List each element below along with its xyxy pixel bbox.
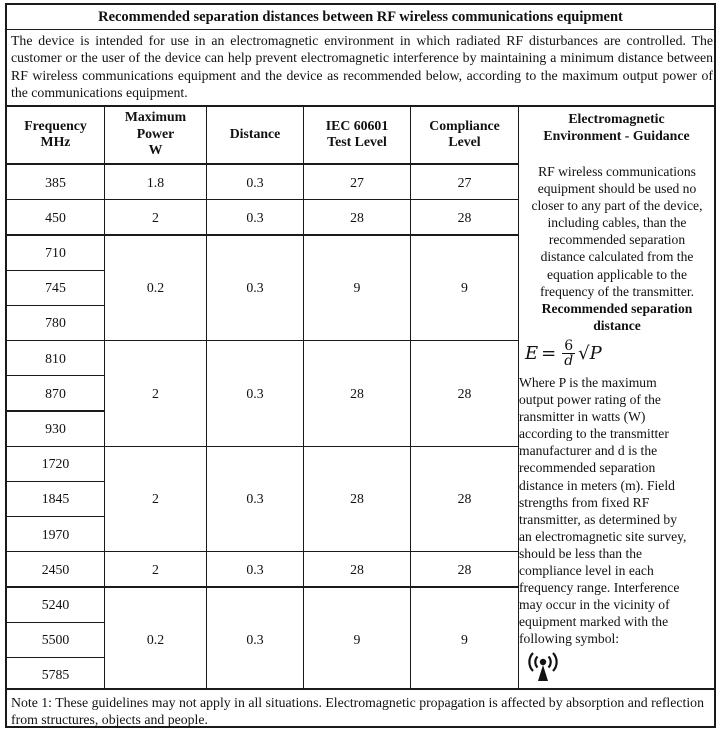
cell-distance: 0.3 [246, 174, 264, 190]
header-power [105, 105, 206, 163]
cell-frequency: 5240 [41, 596, 70, 612]
guidance-line: ransmitter in watts (W) [519, 409, 646, 425]
guidance-line: may occur in the vicinity of [519, 597, 670, 613]
cell-frequency: 450 [45, 209, 66, 225]
guidance-line: Where P is the maximum [519, 374, 657, 390]
cell-power: 0.2 [146, 632, 165, 648]
cell-frequency: 385 [45, 174, 66, 190]
guidance-line: RF wireless communications [538, 164, 696, 179]
guidance-line: closer to any part of the device, [531, 198, 703, 214]
separation-formula [519, 334, 715, 374]
guidance-line: compliance level in each [519, 562, 654, 578]
cell-power: 2 [152, 561, 159, 577]
guidance-bold-line: Recommended separation [541, 300, 693, 316]
header-power-line1: Maximum [124, 109, 187, 125]
guidance-line: should be less than the [519, 545, 643, 561]
rf-separation-table [5, 3, 716, 728]
cell-compliance: 28 [457, 385, 472, 401]
table-note: Note 1: These guidelines may not apply in all situations. Electromagnetic propagation is affected by absorption and reflection from structures, objects and people. [11, 695, 704, 728]
header-test-level-line2: Test Level [327, 134, 387, 149]
guidance-line: transmitter, as determined by [519, 511, 678, 527]
cell-frequency: 810 [45, 350, 66, 366]
cell-power: 1.8 [146, 174, 165, 190]
guidance-line: according to the transmitter [519, 426, 669, 442]
cell-power: 2 [152, 209, 159, 225]
cell-compliance: 9 [461, 632, 468, 648]
guidance-line: including cables, than the [547, 215, 687, 231]
guidance-line: distance calculated from the [540, 249, 694, 265]
formula-denominator: d [564, 353, 574, 370]
guidance-line: strengths from fixed RF [519, 494, 650, 510]
intro-paragraph: The device is intended for use in an electromagnetic environment in which radiated RF disturbances are controlled. The customer or the user of the device can help prevent electromagnetic interference by maintaining a minimum distance between RF wireless communications equipment and the device as recommended below, according to the maximum output power of the communications equipment. [11, 33, 713, 100]
cell-frequency: 2450 [41, 561, 70, 577]
formula-numerator: 6 [564, 338, 574, 355]
header-guidance-line2: Environment - Guidance [543, 127, 690, 143]
table-title: Recommended separation distances between RF wireless communications equipment [7, 5, 714, 30]
guidance-line: equipment marked with the [519, 614, 669, 630]
cell-frequency: 1720 [41, 456, 70, 472]
cell-test-level: 27 [350, 174, 364, 190]
cell-frequency: 710 [45, 244, 66, 260]
cell-distance: 0.3 [246, 491, 264, 507]
cell-test-level: 9 [353, 632, 361, 648]
guidance-line: an electromagnetic site survey, [519, 528, 687, 544]
header-frequency-line2: MHz [40, 134, 71, 149]
header-frequency-line1: Frequency [24, 117, 87, 133]
header-compliance-line1: Compliance [429, 117, 500, 133]
header-power-line3: W [148, 142, 163, 158]
cell-power: 0.2 [146, 280, 165, 296]
cell-frequency: 780 [45, 315, 66, 331]
cell-distance: 0.3 [246, 209, 264, 225]
formula-lhs: E [525, 343, 539, 365]
cell-test-level: 9 [353, 280, 361, 296]
cell-distance: 0.3 [246, 280, 264, 296]
cell-power: 2 [152, 491, 159, 507]
guidance-line: equipment should be used no [537, 181, 697, 197]
header-test-level-line1: IEC 60601 [325, 117, 389, 133]
guidance-line: following symbol: [519, 631, 620, 647]
guidance-line: equation applicable to the [546, 266, 688, 282]
header-guidance-line1: Electromagnetic [568, 111, 665, 126]
guidance-line: recommended separation [519, 460, 656, 476]
cell-frequency: 930 [45, 420, 66, 436]
guidance-line: manufacturer and d is the [519, 443, 658, 459]
header-power-line2: Power [136, 125, 175, 141]
cell-compliance: 28 [457, 561, 472, 577]
header-distance: Distance [229, 125, 281, 141]
cell-compliance: 9 [461, 280, 468, 296]
guidance-line: distance in meters (m). Field [519, 477, 675, 493]
header-compliance [411, 105, 518, 163]
non-ionizing-radiation-icon [525, 651, 715, 687]
cell-compliance: 28 [457, 209, 472, 225]
guidance-line: recommended separation [548, 232, 686, 248]
cell-distance: 0.3 [246, 385, 264, 401]
cell-distance: 0.3 [246, 632, 264, 648]
cell-compliance: 27 [457, 174, 472, 190]
cell-test-level: 28 [350, 209, 364, 225]
header-test-level [304, 105, 410, 163]
formula-equals: = [541, 343, 557, 365]
cell-frequency: 745 [45, 280, 66, 296]
cell-frequency: 5500 [41, 632, 70, 648]
header-guidance [519, 105, 714, 150]
header-compliance-line2: Level [448, 134, 481, 149]
guidance-line: frequency of the transmitter. [539, 283, 694, 299]
cell-frequency: 5785 [41, 667, 70, 683]
cell-frequency: 1970 [41, 526, 70, 542]
cell-test-level: 28 [350, 491, 364, 507]
cell-frequency: 1845 [41, 491, 70, 507]
formula-fraction [562, 339, 575, 368]
guidance-line: frequency range. Interference [519, 580, 680, 596]
guidance-text [519, 163, 715, 688]
cell-distance: 0.3 [246, 561, 264, 577]
guidance-line: output power rating of the [519, 392, 661, 408]
cell-compliance: 28 [457, 491, 472, 507]
header-frequency [7, 105, 104, 163]
cell-frequency: 870 [45, 385, 66, 401]
cell-test-level: 28 [350, 561, 364, 577]
guidance-bold-line: distance [593, 317, 641, 333]
formula-radical: √P [578, 343, 602, 365]
cell-power: 2 [152, 385, 159, 401]
cell-test-level: 28 [350, 385, 364, 401]
